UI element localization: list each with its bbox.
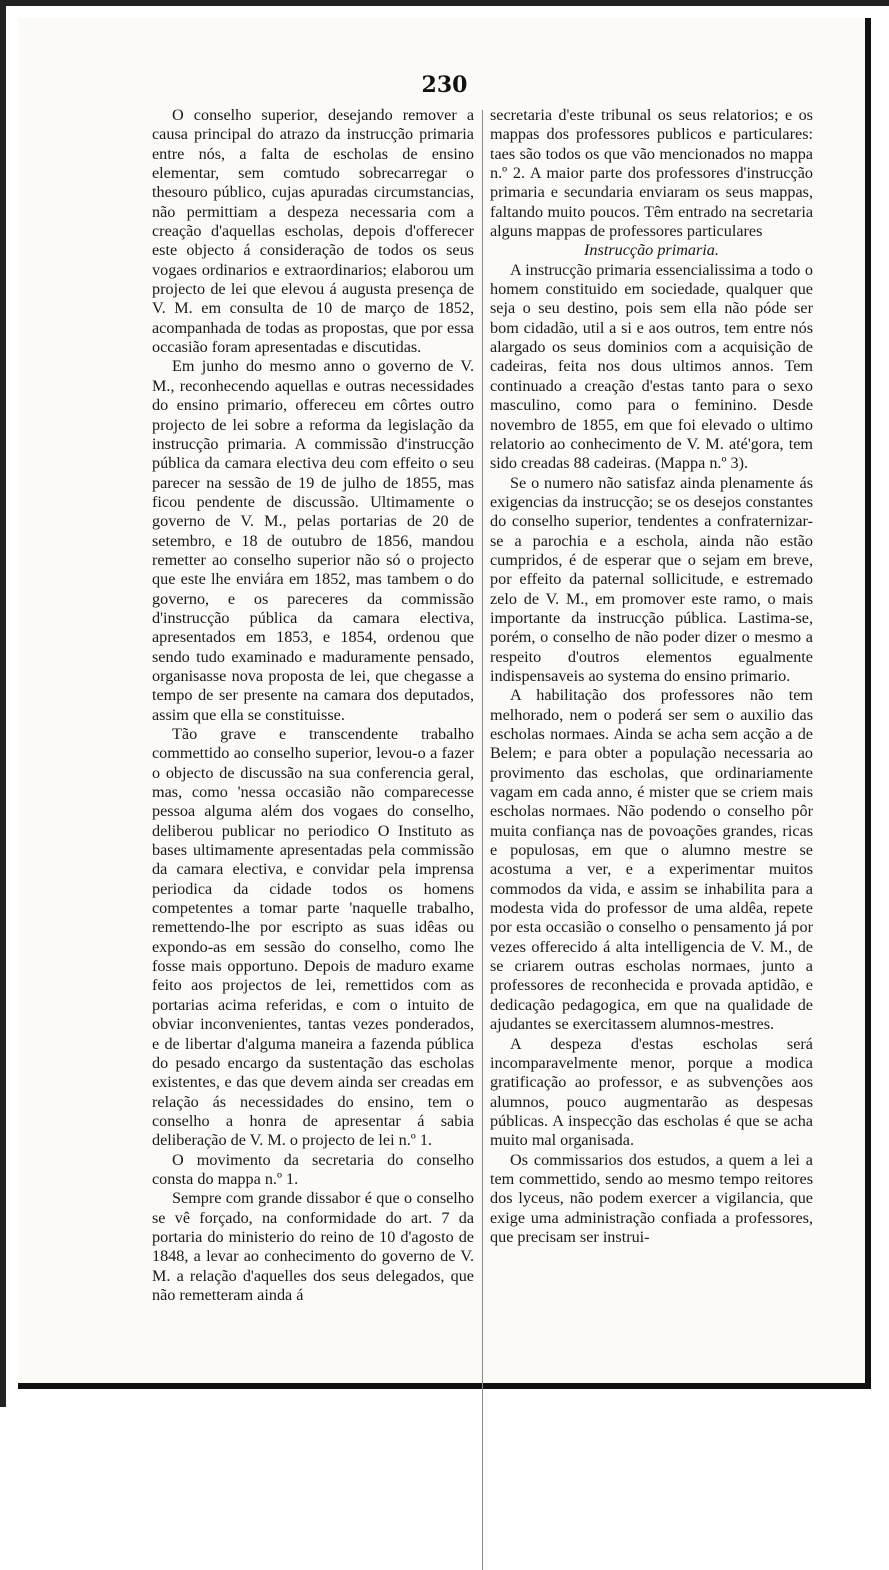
paragraph: Sempre com grande dissabor é que o conselho se vê forçado, na conformidade do art. 7 da portaria do ministerio do reino de 10 d'agosto de 1848, a levar ao conhecimento do governo de V. M. a relação d'aquelles dos seus delegados, que não remetteram ainda á [152, 1189, 474, 1304]
paragraph: Tão grave e transcendente trabalho commettido ao conselho superior, levou-o a fazer o objecto de discussão na sua conferencia geral, mas, como 'nessa occasião não comparecesse pessoa alguma além dos vogaes do conselho, deliberou publicar no periodico O Instituto as bases ultimamente apresentadas pela commissão da camara electiva, e convidar pela imprensa periodica da cidade todos os homens competentes a tomar parte 'naquelle trabalho, remettendo-lhe por escripto as suas idêas ou expondo-as em sessão do conselho, como lhe fosse mais opportuno. Depois de maduro exame feito aos projectos de lei, remettidos com as portarias acima referidas, e com o intuito de obviar inconvenientes, tantas vezes ponderados, e de libertar d'alguma maneira a fazenda pública do pesado encargo da sustentação das escholas existentes, e das que devem ainda ser creadas em relação ás necessidades do ensino, tem o conselho a honra de apresentar á sabia deliberação de V. M. o projecto de lei n.º 1. [152, 725, 474, 1150]
paragraph: A instrucção primaria essencialissima a todo o homem constituido em sociedade, qualquer que seja o seu destino, pois sem ella não póde ser bom cidadão, util a si e aos outros, tem entre nós alargado os seus dominios com a acquisição de cadeiras, feita nos dous ultimos annos. Tem continuado a creação d'estas tanto para o sexo masculino, como para o feminino. Desde novembro de 1855, em que foi elevado o ultimo relatorio ao conhecimento de V. M. até'gora, tem sido creadas 88 cadeiras. (Mappa n.º 3). [490, 260, 813, 473]
paragraph: Se o numero não satisfaz ainda plenamente ás exigencias da instrucção; se os desejos constantes do conselho superior, tendentes a confraternizar-se a parochia e a eschola, ainda não estão cumpridos, é de esperar que o sejam em breve, por effeito da paternal sollicitude, e estremado zelo de V. M., em promover este ramo, o mais importante da instrucção pública. Lastima-se, porém, o conselho de não poder dizer o mesmo a respeito d'outros elementos egualmente indispensaveis ao systema do ensino primario. [490, 473, 813, 685]
paragraph: O conselho superior, desejando remover a causa principal do atrazo da instrucção primaria entre nós, a falta de escholas de ensino elementar, sem comtudo sobrecarregar o thesouro público, cujas apuradas circumstancias, não permittiam a despeza necessaria com a creação d'aquellas escholas, depois d'offerecer este objecto á consideração de todos os seus vogaes ordinarios e extraordinarios; elaborou um projecto de lei que elevou á augusta presença de V. M. em consulta de 10 de março de 1852, acompanhada de todas as propostas, que por essa occasião foram apresentadas e discutidas. [152, 106, 474, 357]
column-divider [482, 110, 483, 1570]
paragraph: A habilitação dos professores não tem melhorado, nem o poderá ser sem o auxilio das escholas normaes. Ainda se acha sem acção a de Belem; e para obter a população necessaria ao provimento das escholas, que ordinariamente vagam em cada anno, é mister que se criem mais escholas normaes. Não podendo o conselho pôr muita confiança nas de povoações grandes, ricas e populosas, em que o alumno mestre se acostuma a ver, e a experimentar muitos commodos da vida, e assim se inhabilita para a modesta vida do professor de uma aldêa, repete por esta occasião o conselho o pensamento já por vezes offerecido á alta intelligencia de V. M., de se criarem outras escholas normaes, junto a professores de reconhecida e provada aptidão, e dedicação pedagogica, em que na qualidade de ajudantes se exercitassem alumnos-mestres. [490, 686, 813, 1034]
scan-top-edge [0, 0, 889, 6]
paragraph: O movimento da secretaria do conselho consta do mappa n.º 1. [152, 1150, 474, 1188]
paragraph: Em junho do mesmo anno o governo de V. M., reconhecendo aquellas e outras necessidades do ensino primario, offereceu em côrtes outro projecto de lei sobre a reforma da legislação da instrucção primaria. A commissão d'instrucção pública da camara electiva deu com effeito o seu parecer na sessão de 19 de julho de 1855, mas ficou pendente de discussão. Ultimamente o governo de V. M., pelas portarias de 20 de setembro, e 18 de outubro de 1856, mandou remetter ao conselho superior não só o projecto que este lhe enviára em 1852, mas tambem o do governo, e os pareceres da commissão d'instrucção pública da camara electiva, apresentados em 1853, e 1854, ordenou que sendo tudo examinado e maduramente pensado, organisasse nova proposta de lei, que chegasse a tempo de ser presente na camara dos deputados, assim que ella se constituisse. [152, 357, 474, 724]
right-column [490, 106, 813, 1247]
section-heading: Instrucção primaria. [584, 241, 719, 260]
page-number: 230 [421, 72, 468, 98]
paragraph: A despeza d'estas escholas será incomparavelmente menor, porque a modica gratificação ao professor, e as subvenções aos alumnos, pouco augmentarão as despesas públicas. A inspecção das escholas é que se acha muito mal organisada. [490, 1034, 813, 1150]
paragraph: Os commissarios dos estudos, a quem a lei a tem commettido, sendo ao mesmo tempo reitores dos lyceus, não podem exercer a vigilancia, que exige uma administração confiada a professores, que precisam ser instrui- [490, 1150, 813, 1246]
scan-left-edge [0, 0, 6, 1407]
left-column [152, 106, 474, 1305]
paragraph-continued: secretaria d'este tribunal os seus relatorios; e os mappas dos professores publicos e particulares: taes são todos os que vão mencionados no mappa n.º 2. A maior parte dos professores d'instrucção primaria e secundaria enviaram os seus mappas, faltando muito poucos. Têm entrado na secretaria alguns mappas de professores particulares [490, 106, 813, 241]
